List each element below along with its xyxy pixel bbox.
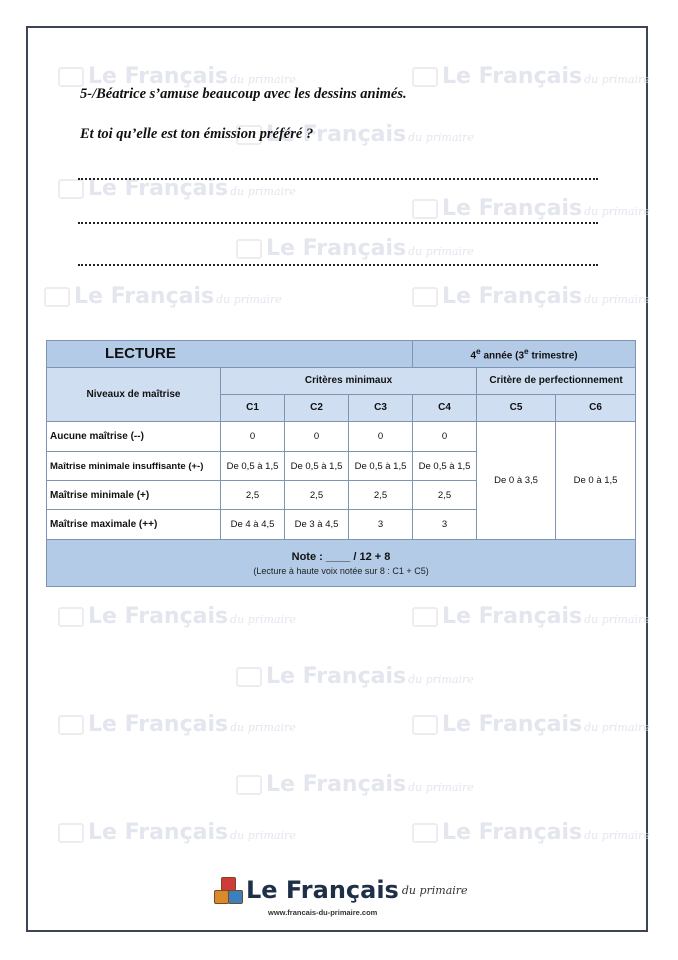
level-label: Maîtrise minimale (+) [47,481,221,510]
watermark: Le Français du primaire [236,122,474,147]
col-c6: C6 [556,394,636,421]
watermark: Le Français du primaire [412,196,650,221]
score-cell: 2,5 [221,481,285,510]
score-cell: De 3 à 4,5 [285,510,349,540]
score-cell: 2,5 [285,481,349,510]
watermark: Le Français du primaire [412,712,650,737]
score-cell: 2,5 [349,481,413,510]
brand-logo [214,876,468,904]
watermark: Le Français du primaire [58,64,296,89]
score-cell: 0 [413,421,477,451]
note-cell [47,540,636,587]
watermark: Le Français du primaire [58,604,296,629]
level-label: Aucune maîtrise (--) [47,421,221,451]
level-label: Maîtrise minimale insuffisante (+-) [47,452,221,481]
score-cell: 0 [349,421,413,451]
score-cell: 3 [413,510,477,540]
watermark: Le Français du primaire [44,284,282,309]
score-cell: 0 [285,421,349,451]
score-cell: De 0,5 à 1,5 [349,452,413,481]
perfection-criteria-header: Critère de perfectionnement [477,367,636,394]
watermark: Le Français du primaire [412,64,650,89]
watermark: Le Français du primaire [58,820,296,845]
level-label: Maîtrise maximale (++) [47,510,221,540]
answer-line-3[interactable] [78,264,598,268]
watermark: Le Français du primaire [412,284,650,309]
minimal-criteria-header: Critères minimaux [221,367,477,394]
question-line-2: Et toi qu’elle est ton émission préféré ? [80,126,314,142]
col-c4: C4 [413,394,477,421]
grading-table [46,340,636,587]
score-cell: De 0,5 à 1,5 [285,452,349,481]
watermark: Le Français du primaire [236,664,474,689]
note-formula: Note : ____ / 12 + 8 [291,550,391,563]
watermark: Le Français du primaire [58,176,296,201]
score-cell: 0 [221,421,285,451]
question-line-1: 5-/Béatrice s’amuse beaucoup avec les dessins animés. [80,86,407,102]
score-cell: De 4 à 4,5 [221,510,285,540]
table-row [47,421,636,451]
c6-value: De 0 à 1,5 [556,421,636,539]
watermark: Le Français du primaire [236,236,474,261]
note-detail: (Lecture à haute voix notée sur 8 : C1 + C5) [253,565,429,576]
score-cell: 3 [349,510,413,540]
score-cell: De 0,5 à 1,5 [413,452,477,481]
col-c3: C3 [349,394,413,421]
score-cell: 2,5 [413,481,477,510]
table-title: LECTURE [47,341,413,368]
watermark: Le Français du primaire [236,772,474,797]
grade-term: 4e année (3e trimestre) [413,341,636,368]
col-c5: C5 [477,394,556,421]
answer-line-2[interactable] [78,222,598,226]
brand-tagline: du primaire [401,883,468,897]
watermark: Le Français du primaire [412,604,650,629]
c5-value: De 0 à 3,5 [477,421,556,539]
col-c1: C1 [221,394,285,421]
score-cell: De 0,5 à 1,5 [221,452,285,481]
blocks-icon [214,877,244,903]
col-c2: C2 [285,394,349,421]
brand-url[interactable]: www.francais-du-primaire.com [268,908,378,917]
brand-name: Le Français [246,876,399,904]
answer-line-1[interactable] [78,178,598,182]
levels-header: Niveaux de maîtrise [47,367,221,421]
watermark: Le Français du primaire [58,712,296,737]
watermark: Le Français du primaire [412,820,650,845]
